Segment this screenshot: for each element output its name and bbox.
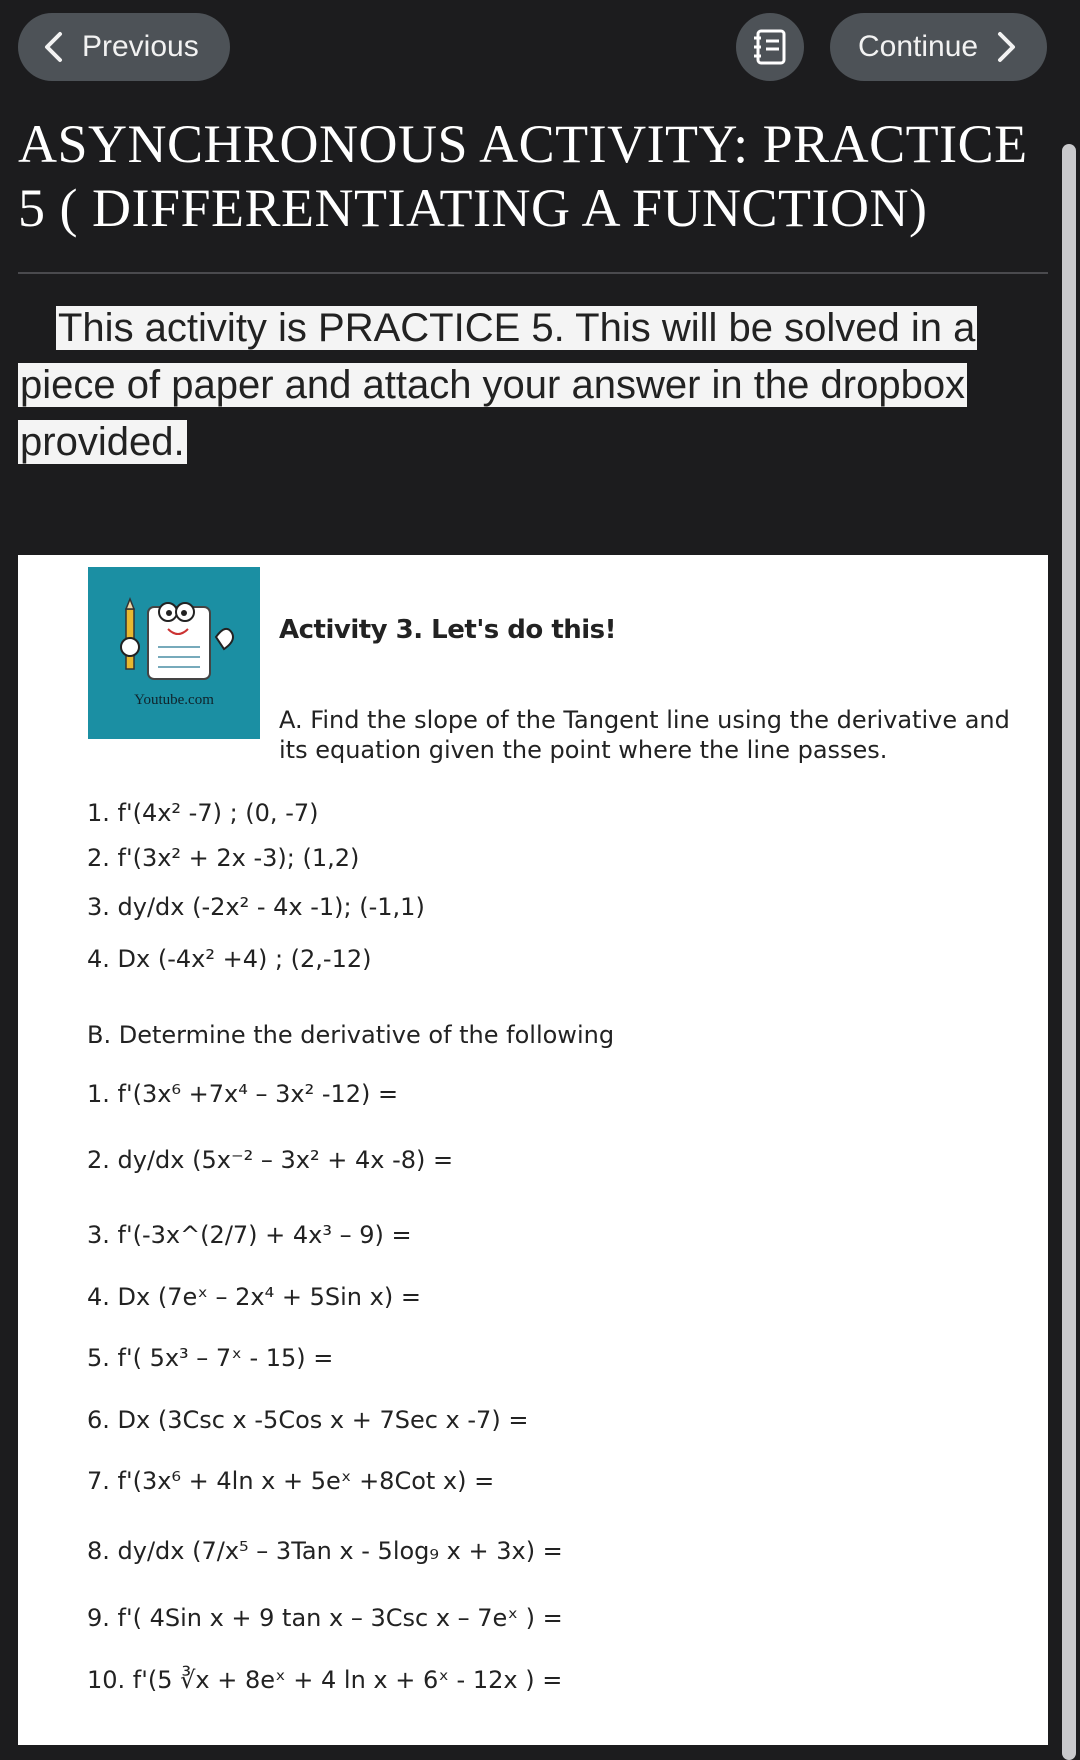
part-b-instructions: B. Determine the derivative of the following xyxy=(87,1021,615,1049)
continue-label: Continue xyxy=(858,30,979,63)
chevron-left-icon xyxy=(38,30,72,64)
part-b-item: 3. f'(-3x^(2/7) + 4x³ – 9) = xyxy=(87,1221,412,1249)
part-b-item: 2. dy/dx (5x⁻² – 3x² + 4x -8) = xyxy=(87,1146,454,1174)
part-b-item: 8. dy/dx (7/x⁵ – 3Tan x - 5log₉ x + 3x) = xyxy=(87,1537,563,1565)
intro-line-3: provided. xyxy=(20,420,185,464)
previous-button[interactable] xyxy=(18,13,230,81)
part-a-item: 4. Dx (-4x² +4) ; (2,-12) xyxy=(87,945,372,973)
part-b-item: 4. Dx (7eˣ – 2x⁴ + 5Sin x) = xyxy=(87,1283,421,1311)
worksheet-title: Activity 3. Let's do this! xyxy=(279,615,617,645)
part-a-item: 1. f'(4x² -7) ; (0, -7) xyxy=(87,799,319,827)
part-b-item: 6. Dx (3Csc x -5Cos x + 7Sec x -7) = xyxy=(87,1406,529,1434)
notebook-icon xyxy=(751,28,789,66)
worksheet-image xyxy=(18,555,1048,1745)
intro-line-2: piece of paper and attach your answer in the dropbox xyxy=(20,363,966,407)
page-title: ASYNCHRONOUS ACTIVITY: PRACTICE 5 ( DIFFERENTIATING A FUNCTION) xyxy=(18,114,1028,238)
worksheet-logo xyxy=(88,567,260,739)
part-b-item: 9. f'( 4Sin x + 9 tan x – 3Csc x – 7eˣ ) = xyxy=(87,1604,563,1632)
previous-label: Previous xyxy=(82,30,199,63)
divider xyxy=(18,272,1048,274)
scrollbar[interactable] xyxy=(1062,144,1076,1760)
part-a-item: 3. dy/dx (-2x² - 4x -1); (-1,1) xyxy=(87,893,425,921)
mascot-icon xyxy=(88,567,260,739)
continue-button[interactable] xyxy=(830,13,1047,81)
intro-line-1: This activity is PRACTICE 5. This will be solved in a xyxy=(58,306,976,350)
notes-button[interactable] xyxy=(736,13,804,81)
part-b-item: 10. f'(5 ∛x + 8eˣ + 4 ln x + 6ˣ - 12x ) = xyxy=(87,1666,563,1694)
part-b-item: 1. f'(3x⁶ +7x⁴ – 3x² -12) = xyxy=(87,1080,399,1108)
part-b-item: 5. f'( 5x³ – 7ˣ - 15) = xyxy=(87,1344,334,1372)
part-a-instructions: A. Find the slope of the Tangent line using the derivative and its equation given the point where the line passes. xyxy=(279,706,1010,764)
chevron-right-icon xyxy=(988,30,1022,64)
part-b-item: 7. f'(3x⁶ + 4ln x + 5eˣ +8Cot x) = xyxy=(87,1467,495,1495)
part-a-item: 2. f'(3x² + 2x -3); (1,2) xyxy=(87,844,360,872)
intro-text xyxy=(18,300,1028,471)
top-navigation-bar xyxy=(0,0,1080,100)
logo-caption: Youtube.com xyxy=(134,692,214,708)
